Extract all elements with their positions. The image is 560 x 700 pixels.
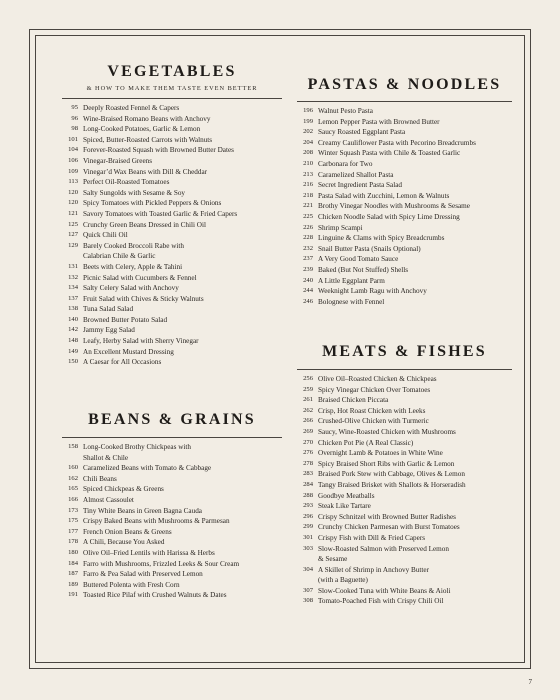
entry-page-number: 191 [68,591,78,599]
entry-title: Long-Cooked Brothy Chickpeas with Shallot & Chile [83,443,191,462]
section-title-beans-grains: BEANS & GRAINS [88,411,256,428]
entry-title: Chili Beans [83,474,117,483]
entry-page-number: 283 [303,470,313,478]
entry-title: Overnight Lamb & Potatoes in White Wine [318,449,443,458]
list-item [62,177,282,188]
entry-page-number: 96 [71,114,78,122]
entry-page-number: 228 [303,234,313,242]
entry-page-number: 225 [303,212,313,220]
list-item [62,241,282,262]
section-vegetables [62,62,282,368]
list-item [297,427,512,438]
list-item [297,180,512,191]
entry-title: Snail Butter Pasta (Snails Optional) [318,244,421,253]
list-item [297,491,512,502]
list-item [62,220,282,231]
entry-title: Slow-Roasted Salmon with Preserved Lemon & Sesame [318,544,449,564]
entry-title: Spiced Chickpeas & Greens [83,485,164,494]
list-item [62,484,282,495]
entry-page-number: 226 [303,223,313,231]
entry-title: Barely Cooked Broccoli Rabe with Calabrian Chile & Garlic [83,241,185,261]
entry-page-number: 288 [303,491,313,499]
list-item [297,512,512,523]
entry-page-number: 148 [68,337,78,345]
list-item [297,286,512,297]
entry-title: Slow-Cooked Tuna with White Beans & Aioli [318,586,451,595]
section-rule [62,98,282,99]
entry-title: Carbonara for Two [318,159,373,168]
list-item [62,198,282,209]
entry-title: Wine-Braised Romano Beans with Anchovy [83,114,211,123]
entry-title: Crunchy Chicken Parmesan with Burst Tomatoes [318,523,460,532]
entry-page-number: 120 [68,199,78,207]
entry-page-number: 202 [303,128,313,136]
entry-title: Forever-Roasted Squash with Browned Butter Dates [83,146,234,155]
entry-page-number: 180 [68,548,78,556]
entry-page-number: 95 [71,104,78,111]
entry-page-number: 216 [303,181,313,189]
entry-title: Lemon Pepper Pasta with Browned Butter [318,117,440,126]
list-item [297,170,512,181]
entry-page-number: 150 [68,358,78,366]
entry-title: Caramelized Beans with Tomato & Cabbage [83,464,212,473]
list-item [297,212,512,223]
list-item [297,223,512,234]
list-item [297,469,512,480]
entry-title: Crispy Fish with Dill & Fried Capers [318,533,426,542]
list-item [62,559,282,570]
list-item [62,580,282,591]
entry-title: Crushed-Olive Chicken with Turmeric [318,417,429,426]
list-item [297,395,512,406]
entry-title: Savory Tomatoes with Toasted Garlic & Fried Capers [83,209,238,218]
list-item [297,106,512,117]
list-item [297,148,512,159]
entry-page-number: 178 [68,538,78,546]
entry-title: Pasta Salad with Zucchini, Lemon & Walnuts [318,191,450,200]
entry-title: Caramelized Shallot Pasta [318,170,394,179]
entry-page-number: 276 [303,449,313,457]
entry-title: Tomato-Poached Fish with Crispy Chili Oil [318,597,444,606]
entry-page-number: 301 [303,533,313,541]
list-item [297,117,512,128]
list-item [297,233,512,244]
entry-page-number: 284 [303,480,313,488]
list-item [297,459,512,470]
list-item [62,273,282,284]
entry-page-number: 177 [68,527,78,535]
list-item [62,315,282,326]
entry-title: Crispy Baked Beans with Mushrooms & Parmesan [83,517,230,526]
list-item [297,522,512,533]
list-item [297,138,512,149]
entry-title: Chicken Pot Pie (A Real Classic) [318,438,414,447]
entry-title: Spicy Vinegar Chicken Over Tomatoes [318,385,431,394]
entry-page-number: 166 [68,495,78,503]
entry-list-meats-fishes [297,374,512,607]
entry-title: Tuna Salad Salad [83,305,134,314]
entry-list-vegetables [62,103,282,368]
entry-title: A Chili, Because You Asked [83,538,165,547]
entry-title: Browned Butter Potato Salad [83,315,168,324]
entry-title: Vinegar-Braised Greens [83,156,153,165]
section-title-meats-fishes: MEATS & FISHES [322,343,487,360]
list-item [62,569,282,580]
entry-title: Crunchy Green Beans Dressed in Chili Oil [83,220,206,229]
list-item [62,442,282,463]
entry-title: Crispy Schnitzel with Browned Butter Radishes [318,512,456,521]
entry-page-number: 149 [68,347,78,355]
entry-title: Chicken Noodle Salad with Spicy Lime Dressing [318,212,460,221]
list-item [297,244,512,255]
list-item [297,448,512,459]
entry-page-number: 175 [68,517,78,525]
entry-title: Perfect Oil-Roasted Tomatoes [83,178,170,187]
entry-page-number: 101 [68,135,78,143]
entry-title: Weeknight Lamb Ragu with Anchovy [318,287,427,296]
list-item [62,325,282,336]
entry-page-number: 278 [303,459,313,467]
entry-page-number: 221 [303,202,313,210]
entry-title: Braised Chicken Piccata [318,396,389,405]
section-subtitle-vegetables: & HOW TO MAKE THEM TASTE EVEN BETTER [86,85,258,92]
entry-title: Spiced, Butter-Roasted Carrots with Walnuts [83,135,213,144]
list-item [62,294,282,305]
entry-title: Spicy Tomatoes with Pickled Peppers & Onions [83,199,222,208]
entry-title: An Excellent Mustard Dressing [83,347,174,356]
entry-title: Steak Like Tartare [318,502,371,511]
list-item [62,167,282,178]
entry-page-number: 113 [68,178,78,186]
entry-page-number: 237 [303,255,313,263]
entry-page-number: 210 [303,159,313,167]
entry-page-number: 308 [303,597,313,605]
list-item [62,114,282,125]
section-title-vegetables: VEGETABLES [107,63,237,80]
list-item [297,596,512,607]
entry-title: Walnut Pesto Pasta [318,107,373,115]
entry-title: Beets with Celery, Apple & Tahini [83,262,183,271]
entry-page-number: 307 [303,586,313,594]
entry-title: Farro with Mushrooms, Frizzled Leeks & Sour Cream [83,559,240,568]
entry-page-number: 187 [68,570,78,578]
entry-page-number: 296 [303,512,313,520]
entry-title: Baked (But Not Stuffed) Shells [318,265,409,274]
entry-page-number: 165 [68,485,78,493]
entry-page-number: 266 [303,417,313,425]
entry-page-number: 244 [303,287,313,295]
entry-page-number: 208 [303,149,313,157]
list-item [297,159,512,170]
entry-page-number: 261 [303,396,313,404]
entry-title: Goodbye Meatballs [318,491,375,500]
page-number: 7 [528,678,532,686]
entry-page-number: 299 [303,523,313,531]
entry-title: Tangy Braised Brisket with Shallots & Horseradish [318,480,466,489]
list-item [297,297,512,308]
entry-title: Almost Cassoulet [83,495,134,504]
entry-page-number: 232 [303,244,313,252]
list-item [62,103,282,114]
entry-page-number: 269 [303,427,313,435]
entry-page-number: 127 [68,231,78,239]
entry-title: Shrimp Scampi [318,223,363,232]
entry-page-number: 256 [303,375,313,382]
entry-title: Fruit Salad with Chives & Sticky Walnuts [83,294,204,303]
entry-title: A Very Good Tomato Sauce [318,255,399,264]
list-item [297,480,512,491]
entry-page-number: 158 [68,443,78,450]
list-item [62,347,282,358]
entry-page-number: 218 [303,191,313,199]
list-item [62,336,282,347]
entry-title: Tiny White Beans in Green Bagna Cauda [83,506,202,515]
list-item [297,501,512,512]
entry-list-pastas-noodles [297,106,512,307]
section-pastas-noodles [297,75,512,307]
entry-title: Brothy Vinegar Noodles with Mushrooms & Sesame [318,202,470,211]
entry-page-number: 262 [303,406,313,414]
list-item [62,209,282,220]
list-item [297,385,512,396]
entry-page-number: 125 [68,220,78,228]
list-item [62,304,282,315]
entry-title: Spicy Braised Short Ribs with Garlic & Lemon [318,459,455,468]
entry-title: Salty Sungolds with Sesame & Soy [83,188,186,197]
entry-title: Crisp, Hot Roast Chicken with Leeks [318,406,426,415]
entry-title: Olive Oil–Roasted Chicken & Chickpeas [318,375,437,383]
entry-page-number: 189 [68,580,78,588]
entry-page-number: 162 [68,474,78,482]
list-item [62,188,282,199]
list-item [297,416,512,427]
entry-page-number: 303 [303,544,313,552]
entry-page-number: 199 [303,117,313,125]
entry-page-number: 240 [303,276,313,284]
entry-page-number: 293 [303,502,313,510]
list-item [297,406,512,417]
list-item [62,135,282,146]
entry-page-number: 104 [68,146,78,154]
entry-page-number: 259 [303,385,313,393]
entry-title: French Onion Beans & Greens [83,527,172,536]
list-item [62,527,282,538]
entry-title: Bolognese with Fennel [318,297,385,306]
entry-title: Secret Ingredient Pasta Salad [318,181,403,190]
entry-title: Olive Oil–Fried Lentils with Harissa & Herbs [83,548,215,557]
list-item [62,283,282,294]
entry-page-number: 239 [303,265,313,273]
entry-page-number: 246 [303,297,313,305]
entry-title: Saucy Roasted Eggplant Pasta [318,128,406,137]
entry-title: Saucy, Wine-Roasted Chicken with Mushrooms [318,427,456,436]
entry-title: Winter Squash Pasta with Chile & Toasted Garlic [318,149,461,158]
list-item [297,438,512,449]
section-rule [297,101,512,102]
list-item [297,565,512,586]
entry-page-number: 138 [68,305,78,313]
entry-page-number: 160 [68,464,78,472]
list-item [297,254,512,265]
list-item [62,590,282,601]
entry-page-number: 121 [68,209,78,217]
entry-title: Linguine & Clams with Spicy Breadcrumbs [318,234,445,243]
entry-page-number: 184 [68,559,78,567]
entry-title: A Little Eggplant Parm [318,276,385,285]
entry-title: A Skillet of Shrimp in Anchovy Butter (with a Baguette) [318,565,430,585]
entry-title: Leafy, Herby Salad with Sherry Vinegar [83,337,199,346]
list-item [297,276,512,287]
list-item [297,127,512,138]
list-item [297,586,512,597]
list-item [62,124,282,135]
list-item [297,191,512,202]
entry-title: Salty Celery Salad with Anchovy [83,284,179,293]
list-item [62,537,282,548]
entry-page-number: 173 [68,506,78,514]
entry-page-number: 142 [68,326,78,334]
list-item [297,533,512,544]
entry-page-number: 131 [68,262,78,270]
entry-page-number: 98 [71,125,78,133]
entry-page-number: 120 [68,188,78,196]
entry-page-number: 132 [68,273,78,281]
entry-title: Vinegar’d Wax Beans with Dill & Cheddar [83,167,208,176]
entry-title: Creamy Cauliflower Pasta with Pecorino Breadcrumbs [318,138,476,147]
entry-page-number: 304 [303,565,313,573]
list-item [62,230,282,241]
entry-title: Deeply Roasted Fennel & Capers [83,104,180,112]
entry-page-number: 106 [68,156,78,164]
entry-title: A Caesar for All Occasions [83,358,162,367]
entry-page-number: 204 [303,138,313,146]
entry-page-number: 134 [68,284,78,292]
entry-title: Braised Pork Stew with Cabbage, Olives & Lemon [318,470,465,479]
section-rule [297,369,512,370]
entry-page-number: 213 [303,170,313,178]
list-item [62,495,282,506]
list-item [62,262,282,273]
list-item [62,506,282,517]
list-item [297,374,512,385]
list-item [62,357,282,368]
entry-list-beans-grains [62,442,282,601]
entry-title: Picnic Salad with Cucumbers & Fennel [83,273,197,282]
list-item [62,548,282,559]
section-rule [62,437,282,438]
entry-page-number: 270 [303,438,313,446]
entry-title: Long-Cooked Potatoes, Garlic & Lemon [83,125,201,134]
section-title-pastas-noodles: PASTAS & NOODLES [307,76,502,93]
entry-title: Farro & Pea Salad with Preserved Lemon [83,570,203,579]
list-item [62,145,282,156]
entry-page-number: 196 [303,107,313,114]
entry-title: Jammy Egg Salad [83,326,135,335]
section-meats-fishes [297,342,512,607]
entry-page-number: 140 [68,315,78,323]
entry-title: Buttered Polenta with Fresh Corn [83,580,180,589]
list-item [62,516,282,527]
list-item [62,474,282,485]
list-item [297,201,512,212]
entry-page-number: 137 [68,294,78,302]
entry-title: Toasted Rice Pilaf with Crushed Walnuts & Dates [83,591,227,600]
list-item [62,156,282,167]
entry-page-number: 129 [68,241,78,249]
list-item [62,463,282,474]
entry-page-number: 109 [68,167,78,175]
section-beans-grains [62,410,282,601]
list-item [297,544,512,565]
list-item [297,265,512,276]
entry-title: Quick Chili Oil [83,231,128,240]
